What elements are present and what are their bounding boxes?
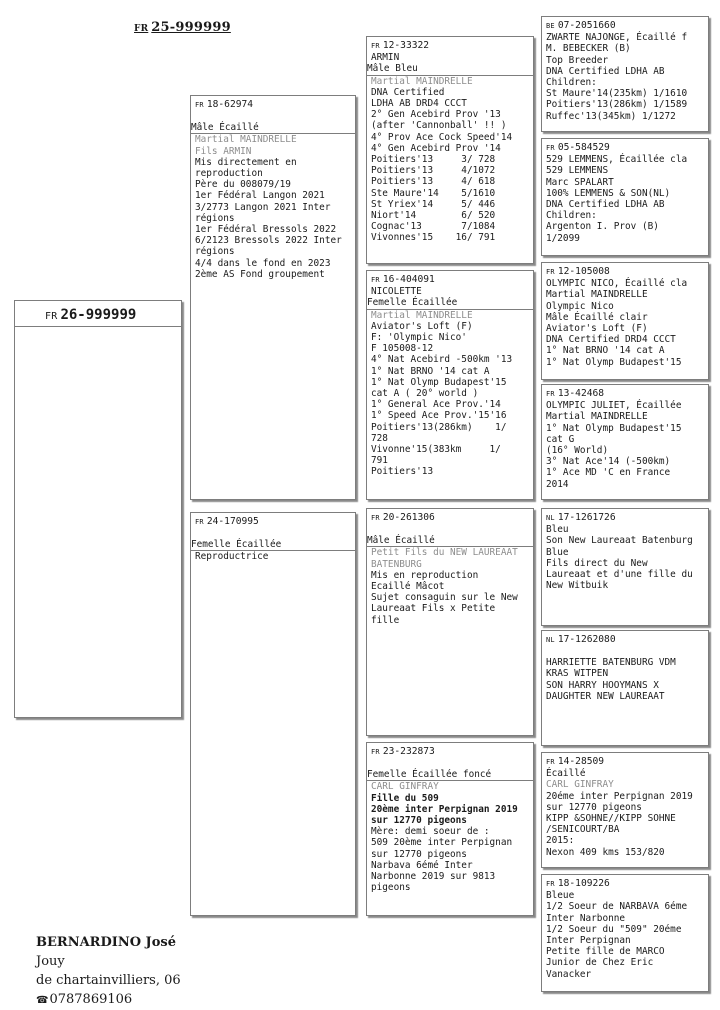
pedigree-line: Blue — [546, 546, 569, 558]
ring-line — [546, 878, 704, 890]
pedigree-line: Mère: demi soeur de : — [371, 826, 490, 838]
ring-number: 18-109226 — [557, 878, 610, 889]
pedigree-line: Nexon 409 kms 153/820 — [546, 846, 665, 858]
pedigree-line: DNA Certified LDHA AB — [546, 65, 665, 77]
subject-ring — [15, 304, 181, 327]
pedigree-line: 1° Nat Olymp Budapest'15 — [371, 376, 507, 388]
pedigree-line: Sujet consaguin sur le New — [371, 592, 518, 604]
owner-phone-row — [36, 990, 181, 1010]
pedigree-line: DNA Certified DRD4 CCCT — [546, 334, 676, 346]
ring-line — [195, 99, 351, 111]
pedigree-line: Inter Perpignan — [546, 935, 631, 947]
pedigree-line: 1° Nat BRNO '14 cat A — [371, 365, 490, 377]
ring-number: 17-1261726 — [557, 512, 616, 523]
country-code: FR — [45, 311, 58, 322]
ring-number: 12-33322 — [382, 40, 430, 51]
pedigree-line: KRAS WITPEN — [546, 668, 609, 680]
pedigree-line: 1/2 Soeur du "509" 20éme — [546, 923, 682, 935]
pedigree-line: St Yriex'14 5/ 446 — [371, 198, 496, 210]
pedigree-line: Mâle Bleu — [367, 63, 533, 75]
owner-name: BERNARDINO José — [36, 935, 176, 950]
pedigree-line: DAUGHTER NEW LAUREAAT — [546, 690, 665, 702]
pedigree-line: 728 — [371, 432, 388, 444]
country-code: NL — [546, 636, 555, 644]
pedigree-line: Mâle Écaillé — [191, 122, 355, 134]
owner-city: Jouy — [36, 954, 65, 969]
ring-line — [546, 142, 704, 154]
pedigree-line: Junior de Chez Eric — [546, 957, 654, 969]
pedigree-line: Poitiers'13 3/ 728 — [371, 154, 496, 166]
pedigree-line: ZWARTE NAJONGE, Écaillé f — [546, 32, 688, 44]
country-code: FR — [195, 101, 204, 109]
pedigree-line: 1/2099 — [546, 232, 580, 244]
ring-number: 25-999999 — [151, 20, 231, 35]
spacer — [371, 758, 529, 769]
dam-sire-dam-card — [541, 630, 709, 746]
pedigree-line: 100% LEMMENS & SON(NL) — [546, 187, 671, 199]
pedigree-line: M. BEBECKER (B) — [546, 43, 631, 55]
ring-line — [546, 512, 704, 524]
pedigree-line: (16° World) — [546, 445, 609, 457]
country-code: FR — [546, 880, 555, 888]
ring-number: 14-28509 — [557, 756, 605, 767]
pedigree-line: Poitiers'13 4/ 618 — [371, 176, 496, 188]
ring-number: 18-62974 — [206, 99, 254, 110]
pedigree-line: Top Breeder — [546, 54, 609, 66]
ring-line — [546, 756, 704, 768]
pedigree-line: Père du 008079/19 — [195, 179, 291, 191]
pedigree-line: Bleue — [546, 890, 575, 902]
pedigree-line: ARMIN — [371, 52, 400, 64]
pedigree-line: F 105008-12 — [371, 343, 434, 355]
pedigree-line: 529 LEMMENS — [546, 165, 609, 177]
pedigree-line: 2ème AS Fond groupement — [195, 268, 325, 280]
ring-number: 12-105008 — [557, 266, 610, 277]
pedigree-line: Martial MAINDRELLE — [371, 309, 473, 321]
pedigree-line: SON HARRY HOOYMANS X — [546, 679, 659, 691]
pedigree-line: sur 12770 pigeons — [371, 848, 467, 860]
spacer — [195, 111, 351, 122]
pedigree-line: Vivonne'15(383km 1/ — [371, 444, 501, 456]
pedigree-line: 1° Ace MD 'C en France — [546, 467, 671, 479]
pedigree-line: 1er Fédéral Langon 2021 — [195, 190, 325, 202]
pedigree-line: BATENBURG — [371, 558, 422, 570]
pedigree-line: 1° General Ace Prov.'14 — [371, 399, 501, 411]
pedigree-line: Children: — [546, 77, 597, 89]
dam-card — [190, 512, 356, 916]
pedigree-line: régions — [195, 246, 235, 258]
country-code: FR — [371, 276, 380, 284]
pedigree-line: 6/2123 Bressols 2022 Inter — [195, 235, 342, 247]
country-code: BE — [546, 22, 555, 30]
pedigree-line: OLYMPIC NICO, Écaillé cla — [546, 278, 688, 290]
pedigree-line: pigeons — [371, 882, 411, 894]
pedigree-line: régions — [195, 212, 235, 224]
pedigree-line: Femelle Écaillée foncé — [367, 769, 533, 781]
pedigree-line: Petite fille de MARCO — [546, 946, 665, 958]
ring-line — [546, 634, 704, 646]
pedigree-line: DNA Certified LDHA AB — [546, 199, 665, 211]
pedigree-line: 1/2 Soeur de NARBAVA 6éme — [546, 901, 688, 913]
pedigree-line: Mâle Écaillé — [367, 535, 533, 547]
pedigree-line: 4/4 dans le fond en 2023 — [195, 257, 331, 269]
country-code: FR — [371, 514, 380, 522]
pedigree-line: St Maure'14(235km) 1/1610 — [546, 88, 688, 100]
pedigree-line: Reproductrice — [195, 551, 269, 563]
subject-card — [14, 300, 182, 718]
pedigree-line: Poitiers'13(286km) 1/1589 — [546, 99, 688, 111]
sire-dam-sire-card — [541, 262, 709, 380]
pedigree-line: Femelle Écaillée — [191, 539, 355, 551]
pedigree-line: Mâle Écaillé clair — [546, 311, 648, 323]
sire-sire-card — [366, 36, 534, 264]
pedigree-line: Écaillé — [546, 768, 586, 780]
pedigree-line: 1° Nat BRNO '14 cat A — [546, 345, 665, 357]
pedigree-line — [546, 646, 704, 657]
pedigree-line: Aviator's Loft (F) — [371, 320, 473, 332]
owner-street: de chartainvilliers, 06 — [36, 973, 181, 988]
phone-icon: ☎ — [36, 995, 49, 1006]
ring-line — [371, 274, 529, 286]
spacer — [195, 528, 351, 539]
pedigree-line: Vivonnes'15 16/ 791 — [371, 232, 496, 244]
pedigree-line: 2015: — [546, 835, 575, 847]
pedigree-line: Vanacker — [546, 968, 592, 980]
pedigree-line: Martial MAINDRELLE — [546, 411, 648, 423]
pedigree-line: sur 12770 pigeons — [546, 801, 642, 813]
pedigree-line: Laureaat Fils x Petite — [371, 603, 496, 615]
pedigree-line: Martial MAINDRELLE — [371, 75, 473, 87]
ring-number: 20-261306 — [382, 512, 435, 523]
pedigree-line: 4° Prov Ace Cock Speed'14 — [371, 131, 513, 143]
pedigree-line: Children: — [546, 210, 597, 222]
pedigree-line: OLYMPIC JULIET, Écaillée — [546, 400, 682, 412]
pedigree-line: reproduction — [195, 168, 263, 180]
pedigree-line: Mis directement en — [195, 156, 297, 168]
dam-dam-card — [366, 742, 534, 916]
owner-block — [36, 933, 181, 1010]
pedigree-line: Niort'14 6/ 520 — [371, 210, 496, 222]
ring-number: 17-1262080 — [557, 634, 616, 645]
pedigree-line: Narbava 6émé Inter — [371, 859, 473, 871]
sire-sire-dam-card — [541, 138, 709, 256]
pedigree-line: New Witbuik — [546, 580, 609, 592]
country-code: FR — [371, 748, 380, 756]
sire-dam-dam-card — [541, 384, 709, 500]
pedigree-line: 529 LEMMENS, Écaillée cla — [546, 154, 688, 166]
pedigree-line: Narbonne 2019 sur 9813 — [371, 871, 496, 883]
pedigree-line: Marc SPALART — [546, 176, 614, 188]
country-code: FR — [546, 390, 555, 398]
ring-line — [371, 746, 529, 758]
pedigree-line: Laureaat et d'une fille du — [546, 569, 693, 581]
pedigree-line: Ecaillé Mâcot — [371, 581, 445, 593]
pedigree-line: 1er Fédéral Bressols 2022 — [195, 224, 337, 236]
pedigree-line: Inter Narbonne — [546, 912, 626, 924]
pedigree-line: 3/2773 Langon 2021 Inter — [195, 201, 331, 213]
pedigree-line: Olympic Nico — [546, 300, 614, 312]
pedigree-line: LDHA AB DRD4 CCCT — [371, 98, 467, 110]
owner-phone: 0787869106 — [49, 992, 133, 1007]
pedigree-line: Aviator's Loft (F) — [546, 323, 648, 335]
pedigree-line: Argenton I. Prov (B) — [546, 221, 659, 233]
pedigree-line: cat G — [546, 433, 575, 445]
pedigree-line: Martial MAINDRELLE — [546, 289, 648, 301]
ring-line — [546, 266, 704, 278]
pedigree-line: Ruffec'13(345km) 1/1272 — [546, 110, 676, 122]
ring-number: 16-404091 — [382, 274, 435, 285]
dam-dam-dam-card — [541, 874, 709, 992]
pedigree-line: Poitiers'13(286km) 1/ — [371, 421, 507, 433]
pedigree-line: Fils ARMIN — [195, 145, 252, 157]
spacer — [371, 524, 529, 535]
pedigree-line: F: 'Olympic Nico' — [371, 332, 467, 344]
pedigree-line: Poitiers'13 4/1072 — [371, 165, 496, 177]
pedigree-line: CARL GINFRAY — [546, 779, 614, 791]
pedigree-line: HARRIETTE BATENBURG VDM — [546, 657, 676, 669]
ring-number: 23-232873 — [382, 746, 435, 757]
sire-sire-sire-card — [541, 16, 709, 132]
pedigree-line: (after 'Cannonball' !! ) — [371, 120, 507, 132]
ring-line — [546, 388, 704, 400]
pedigree-line: 2014 — [546, 478, 569, 490]
pedigree-line: 509 20ème inter Perpignan — [371, 837, 513, 849]
pedigree-line: 4° Gen Acebird Prov '14 — [371, 142, 501, 154]
pedigree-line: fille — [371, 614, 400, 626]
pedigree-line: Poitiers'13 — [371, 466, 434, 478]
ring-number: 07-2051660 — [557, 20, 616, 31]
dam-sire-sire-card — [541, 508, 709, 626]
pedigree-line: Fille du 509 — [371, 792, 439, 804]
ring-line — [371, 512, 529, 524]
pedigree-line: 1° Nat Olymp Budapest'15 — [546, 422, 682, 434]
pedigree-line: Bleu — [546, 524, 569, 536]
pedigree-line: Son New Laureaat Batenburg — [546, 535, 693, 547]
pedigree-line: Ste Maure'14 5/1610 — [371, 187, 496, 199]
country-code: FR — [546, 758, 555, 766]
pedigree-line: sur 12770 pigeons — [371, 815, 467, 827]
dam-dam-sire-card — [541, 752, 709, 868]
pedigree-line: DNA Certified — [371, 86, 445, 98]
pedigree-line: 1° Speed Ace Prov.'15'16 — [371, 410, 507, 422]
ring-number: 05-584529 — [557, 142, 610, 153]
pedigree-line: cat A ( 20° world ) — [371, 388, 479, 400]
sire-dam-card — [366, 270, 534, 500]
pedigree-line: 2° Gen Acebird Prov '13 — [371, 109, 501, 121]
pedigree-line: CARL GINFRAY — [371, 781, 439, 793]
country-code: FR — [195, 518, 204, 526]
pedigree-line: 20ème inter Perpignan 2019 — [371, 803, 518, 815]
pedigree-line: Femelle Écaillée — [367, 297, 533, 309]
pedigree-line: Mis en reproduction — [371, 569, 479, 581]
pedigree-line: NICOLETTE — [371, 286, 422, 298]
pedigree-line: Cognac'13 7/1084 — [371, 221, 496, 233]
pedigree-line: 4° Nat Acebird -500km '13 — [371, 354, 513, 366]
pedigree-line: KIPP &SOHNE//KIPP SOHNE — [546, 813, 676, 825]
pedigree-line: Martial MAINDRELLE — [195, 134, 297, 146]
pedigree-line: Fils direct du New — [546, 557, 648, 569]
pedigree-top-ring — [134, 20, 231, 35]
ring-line — [371, 40, 529, 52]
ring-number: 13-42468 — [557, 388, 605, 399]
pedigree-line: 20éme inter Perpignan 2019 — [546, 790, 693, 802]
pedigree-line: /SENICOURT/BA — [546, 824, 620, 836]
ring-line — [195, 516, 351, 528]
dam-sire-card — [366, 508, 534, 736]
country-code: FR — [546, 268, 555, 276]
pedigree-line: 1° Nat Olymp Budapest'15 — [546, 356, 682, 368]
ring-line — [546, 20, 704, 32]
ring-number: 24-170995 — [206, 516, 259, 527]
pedigree-line: 3° Nat Ace'14 (-500km) — [546, 456, 671, 468]
country-code: NL — [546, 514, 555, 522]
country-code: FR — [371, 42, 380, 50]
country-code: FR — [546, 144, 555, 152]
sire-card — [190, 95, 356, 500]
ring-number: 26-999999 — [60, 307, 137, 323]
country-code: FR — [134, 24, 149, 34]
pedigree-line: 791 — [371, 455, 388, 467]
pedigree-line: Petit Fils du NEW LAUREAAT — [371, 547, 518, 559]
